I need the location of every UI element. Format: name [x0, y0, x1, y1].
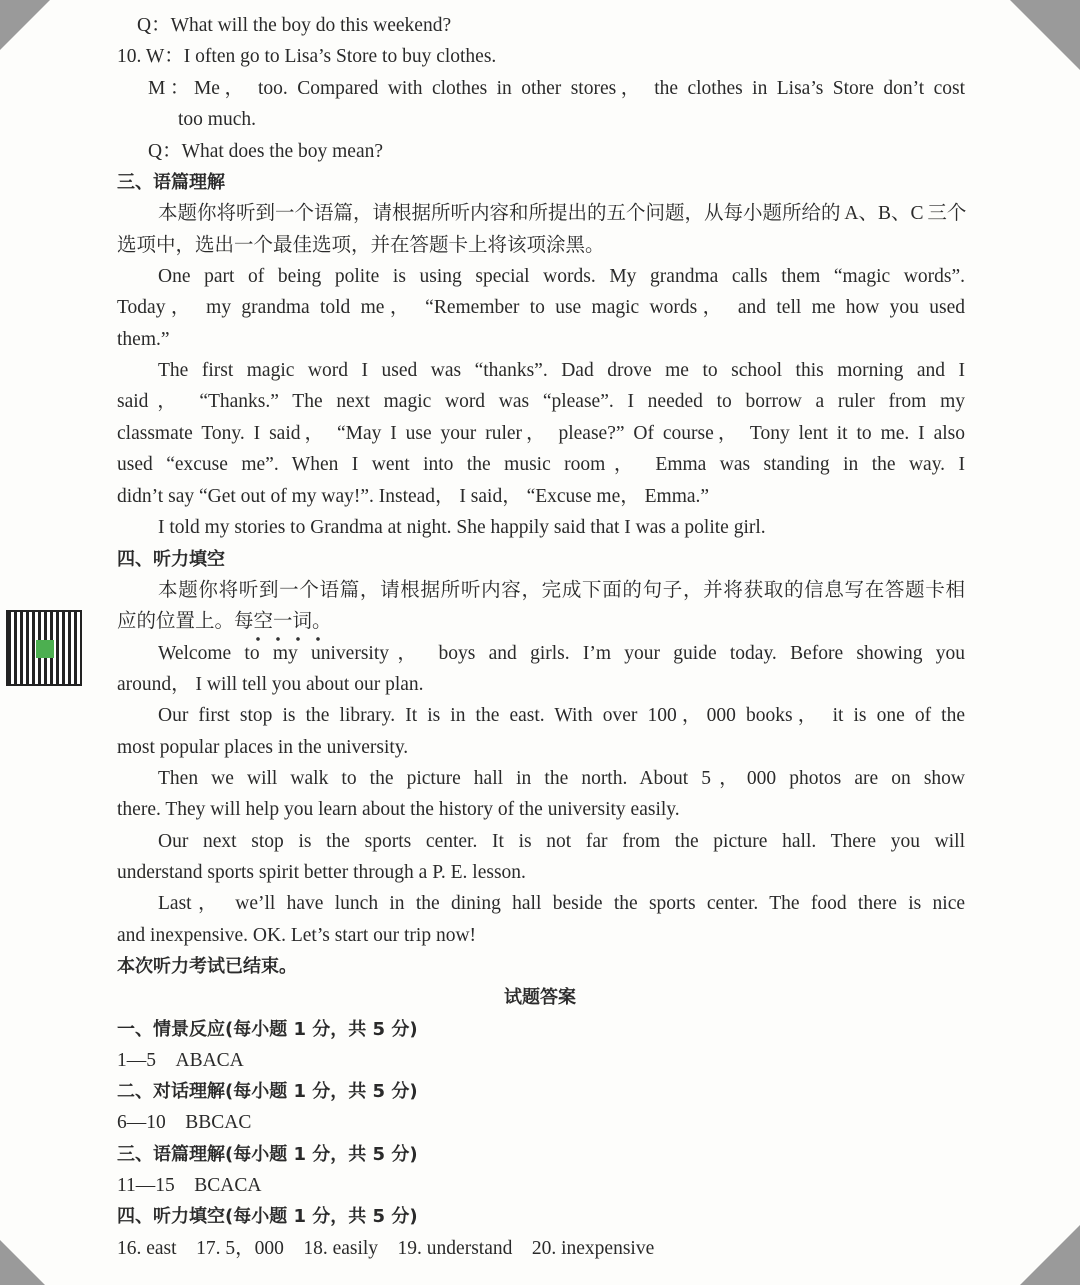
passage-line: One part of being polite is using special words. My grandma calls them “magic words”. [158, 266, 965, 287]
answer-line: 16. east 17. 5，000 18. easily 19. understand 20. inexpensive [117, 1238, 655, 1259]
answer-section-heading: 三、语篇理解(每小题 1 分，共 5 分) [117, 1144, 418, 1165]
passage-line: Our next stop is the sports center. It is not far from the picture hall. There you will [158, 831, 965, 852]
question-line: Q：What will the boy do this weekend? [137, 15, 452, 36]
dialogue-line: 10. W：I often go to Lisa’s Store to buy clothes. [117, 46, 497, 67]
instruction-line: 应的位置上。每空一词。 [117, 611, 332, 632]
section-heading: 四、听力填空 [117, 549, 225, 570]
question-line: Q：What does the boy mean? [148, 141, 384, 162]
passage-line: Our first stop is the library. It is in the east. With over 100，000 books， it is one of the [158, 705, 965, 726]
passage-line: classmate Tony. I said， “May I use your ruler， please?” Of course， Tony lent it to me. I also [117, 423, 965, 444]
end-notice: 本次听力考试已结束。 [117, 956, 297, 977]
passage-line: them.” [117, 329, 170, 350]
passage-line: there. They will help you learn about the history of the university easily. [117, 799, 680, 820]
section-heading: 三、语篇理解 [117, 172, 225, 193]
answer-line: 6—10 BBCAC [117, 1112, 252, 1133]
answer-section-heading: 一、情景反应(每小题 1 分，共 5 分) [117, 1019, 418, 1040]
passage-line: Last， we’ll have lunch in the dining hall beside the sports center. The food there is nice [158, 893, 965, 914]
passage-line: Today， my grandma told me， “Remember to use magic words， and tell me how you used [117, 297, 965, 318]
answer-line: 11—15 BCACA [117, 1175, 262, 1196]
passage-line: didn’t say “Get out of my way!”. Instead， I said， “Excuse me， Emma.” [117, 486, 710, 507]
passage-line: The first magic word I used was “thanks”. Dad drove me to school this morning and I [158, 360, 965, 381]
dialogue-line: M：Me， too. Compared with clothes in other stores， the clothes in Lisa’s Store don’t cost [148, 78, 965, 99]
passage-line: Welcome to my university， boys and girls. I’m your guide today. Before showing you [158, 643, 965, 664]
page-corner [0, 0, 50, 50]
passage-line: I told my stories to Grandma at night. She happily said that I was a polite girl. [158, 517, 766, 538]
page-corner [1010, 0, 1080, 70]
passage-line: used “excuse me”. When I went into the music room， Emma was standing in the way. I [117, 454, 965, 475]
passage-line: Then we will walk to the picture hall in the north. About 5，000 photos are on show [158, 768, 965, 789]
qr-code [6, 610, 82, 686]
passage-line: said， “Thanks.” The next magic word was “please”. I needed to borrow a ruler from my [117, 391, 965, 412]
answer-section-heading: 四、听力填空(每小题 1 分，共 5 分) [117, 1206, 418, 1227]
dialogue-line: too much. [178, 109, 256, 130]
passage-line: and inexpensive. OK. Let’s start our trip now! [117, 925, 477, 946]
page-corner [0, 1240, 45, 1285]
passage-line: around， I will tell you about our plan. [117, 674, 424, 695]
answer-section-heading: 二、对话理解(每小题 1 分，共 5 分) [117, 1081, 418, 1102]
instruction-line: 本题你将听到一个语篇，请根据所听内容和所提出的五个问题，从每小题所给的 A、B、C 三个 [158, 203, 967, 224]
answers-title: 试题答案 [504, 987, 576, 1008]
page-corner [1020, 1225, 1080, 1285]
instruction-line: 选项中，选出一个最佳选项，并在答题卡上将该项涂黑。 [117, 235, 605, 256]
answer-line: 1—5 ABACA [117, 1050, 244, 1071]
instruction-line: 本题你将听到一个语篇，请根据所听内容，完成下面的句子，并将获取的信息写在答题卡相 [158, 580, 965, 601]
passage-line: most popular places in the university. [117, 737, 409, 758]
passage-line: understand sports spirit better through a P. E. lesson. [117, 862, 526, 883]
